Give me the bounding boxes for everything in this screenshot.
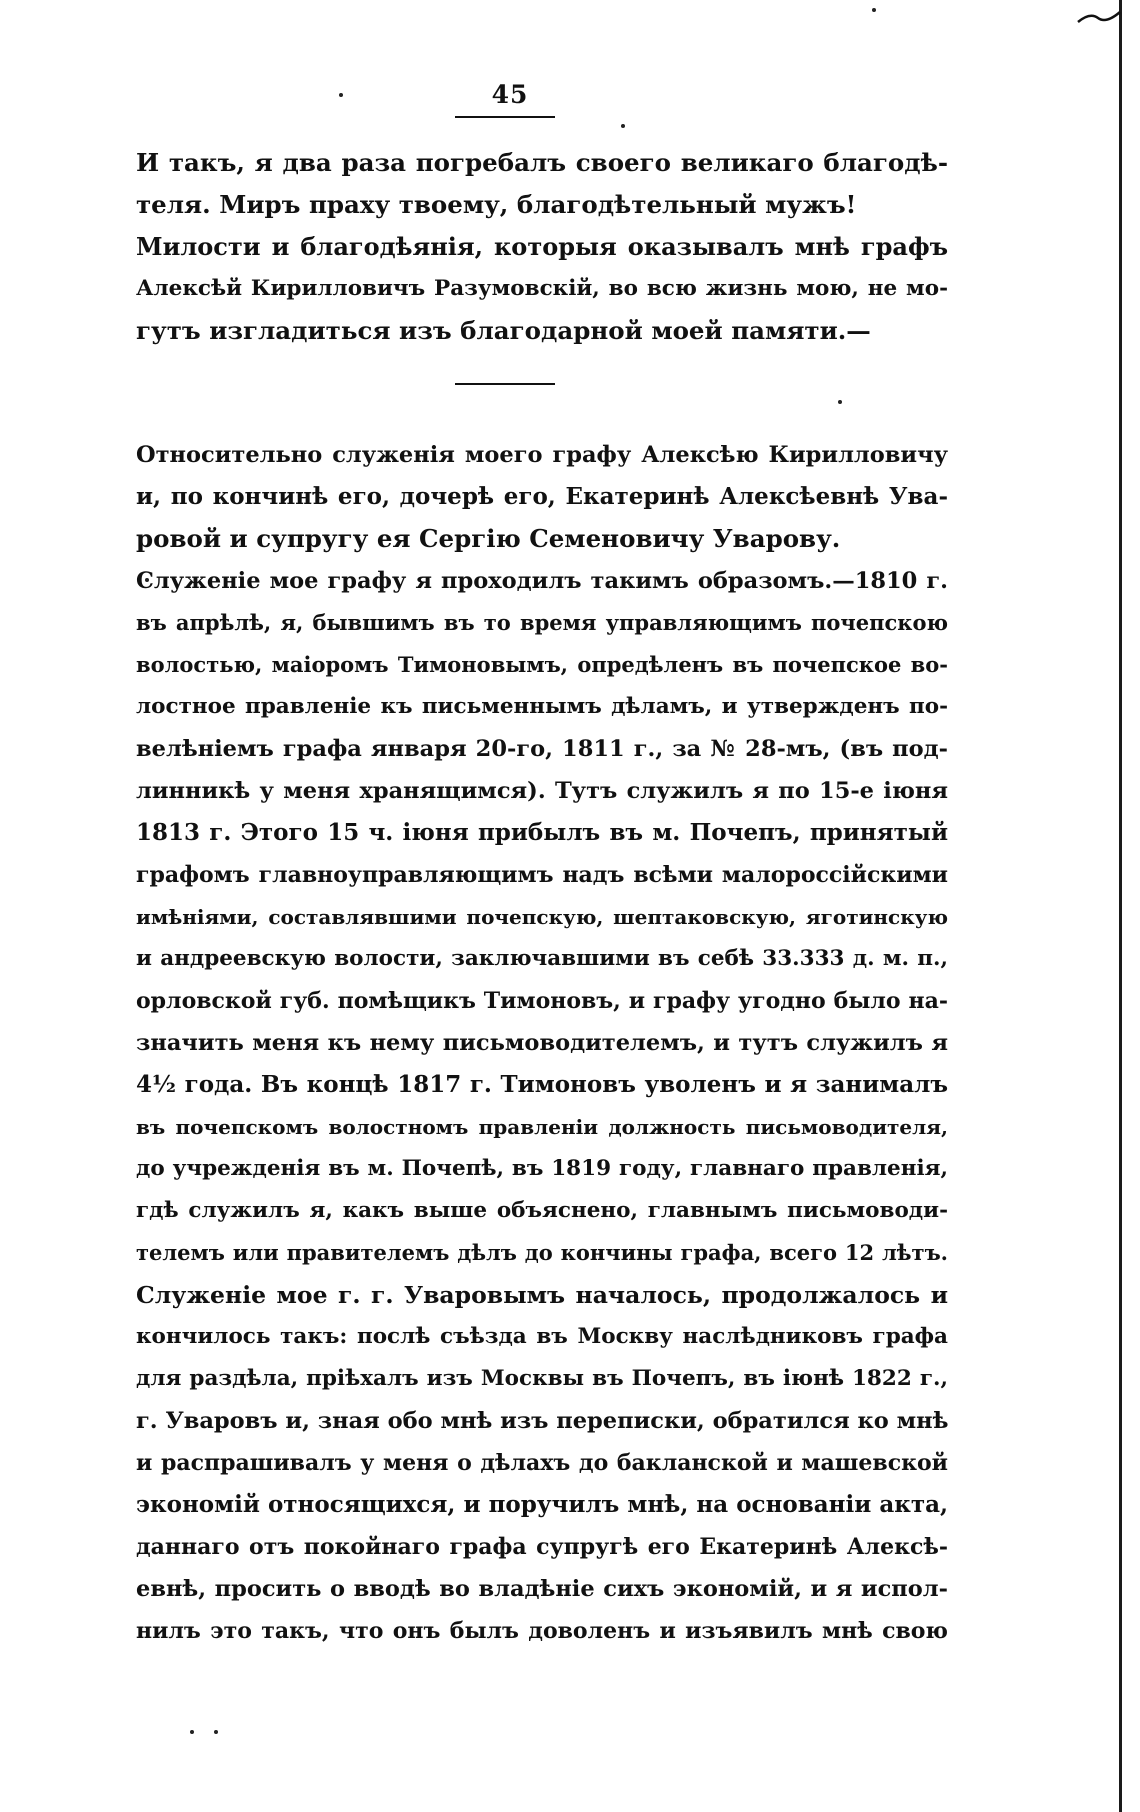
text-line: телемъ или правителемъ дѣлъ до кончины графа, всего 12 лѣтъ. (136, 1240, 948, 1265)
text-line: велѣніемъ графа января 20-го, 1811 г., за № 28-мъ, (въ под- (136, 736, 948, 762)
text-line: значить меня къ нему письмоводителемъ, и тутъ служилъ я (136, 1030, 948, 1056)
text-line: теля. Миръ праху твоему, благодѣтельный мужъ! (136, 190, 857, 219)
page-number: 45 (491, 80, 529, 109)
text-line: даннаго отъ покойнаго графа супругѣ его Екатеринѣ Алексѣ- (136, 1534, 948, 1560)
text-line: 1813 г. Этого 15 ч. іюня прибылъ въ м. Почепъ, принятый (136, 819, 948, 846)
text-line: г. Уваровъ и, зная обо мнѣ изъ переписки, обратился ко мнѣ (136, 1408, 948, 1434)
text-line: орловской губ. помѣщикъ Тимоновъ, и графу угодно было на- (136, 988, 948, 1014)
text-line: Относительно служенія моего графу Алексѣю Кирилловичу (136, 442, 948, 468)
text-line: и распрашивалъ у меня о дѣлахъ до бакланской и машевской (136, 1450, 948, 1476)
speck (872, 8, 876, 12)
text-line: до учрежденія въ м. Почепѣ, въ 1819 году, главнаго правленія, (136, 1156, 948, 1181)
text-line: въ апрѣлѣ, я, бывшимъ въ то время управляющимъ почепскою (136, 610, 948, 635)
pencil-mark-icon (1076, 8, 1122, 30)
speck (838, 400, 842, 404)
text-line: для раздѣла, пріѣхалъ изъ Москвы въ Почепъ, въ іюнѣ 1822 г., (136, 1366, 948, 1391)
speck (621, 124, 625, 128)
speck (190, 1730, 194, 1734)
text-line: волостью, маіоромъ Тимоновымъ, опредѣленъ въ почепское во- (136, 652, 948, 677)
text-line: гдѣ служилъ я, какъ выше объяснено, главнымъ письмоводи- (136, 1198, 948, 1223)
text-line: Милости и благодѣянія, которыя оказывалъ мнѣ графъ (136, 232, 948, 261)
header-rule (455, 116, 555, 118)
text-line: Служеніе мое графу я проходилъ такимъ образомъ.—1810 г. (136, 568, 948, 594)
text-line: нилъ это такъ, что онъ былъ доволенъ и изъявилъ мнѣ свою (136, 1618, 948, 1644)
text-line: Алексѣй Кирилловичъ Разумовскій, во всю жизнь мою, не мо- (136, 276, 948, 301)
text-line: имѣніями, составлявшими почепскую, шептаковскую, яготинскую (136, 905, 948, 929)
text-line: и, по кончинѣ его, дочерѣ его, Екатеринѣ Алексѣевнѣ Ува- (136, 483, 948, 510)
text-line: графомъ главноуправляющимъ надъ всѣми малороссійскими (136, 862, 948, 888)
speck (339, 93, 343, 97)
text-line: ровой и супругу ея Сергію Семеновичу Уварову. (136, 524, 841, 553)
text-line: кончилось такъ: послѣ съѣзда въ Москву наслѣдниковъ графа (136, 1324, 948, 1349)
section-divider (455, 383, 555, 385)
text-line: евнѣ, просить о вводѣ во владѣніе сихъ экономій, и я испол- (136, 1576, 948, 1602)
text-line: и андреевскую волости, заключавшими въ себѣ 33.333 д. м. п., (136, 946, 948, 971)
text-line: 4½ года. Въ концѣ 1817 г. Тимоновъ уволенъ и я занималъ (136, 1071, 948, 1098)
text-line: Служеніе мое г. г. Уваровымъ началось, продолжалось и (136, 1281, 948, 1309)
text-line: линникѣ у меня хранящимся). Тутъ служилъ я по 15-е іюня (136, 778, 948, 804)
text-line: гутъ изгладиться изъ благодарной моей памяти.— (136, 316, 871, 345)
page-edge-border (1119, 0, 1122, 1812)
text-line: И такъ, я два раза погребалъ своего великаго благодѣ- (136, 148, 948, 177)
text-line: лостное правленіе къ письменнымъ дѣламъ, и утвержденъ по- (136, 694, 948, 719)
speck (214, 1730, 218, 1734)
text-line: экономій относящихся, и поручилъ мнѣ, на основаніи акта, (136, 1491, 948, 1518)
text-line: въ почепскомъ волостномъ правленіи должность письмоводителя, (136, 1115, 948, 1139)
